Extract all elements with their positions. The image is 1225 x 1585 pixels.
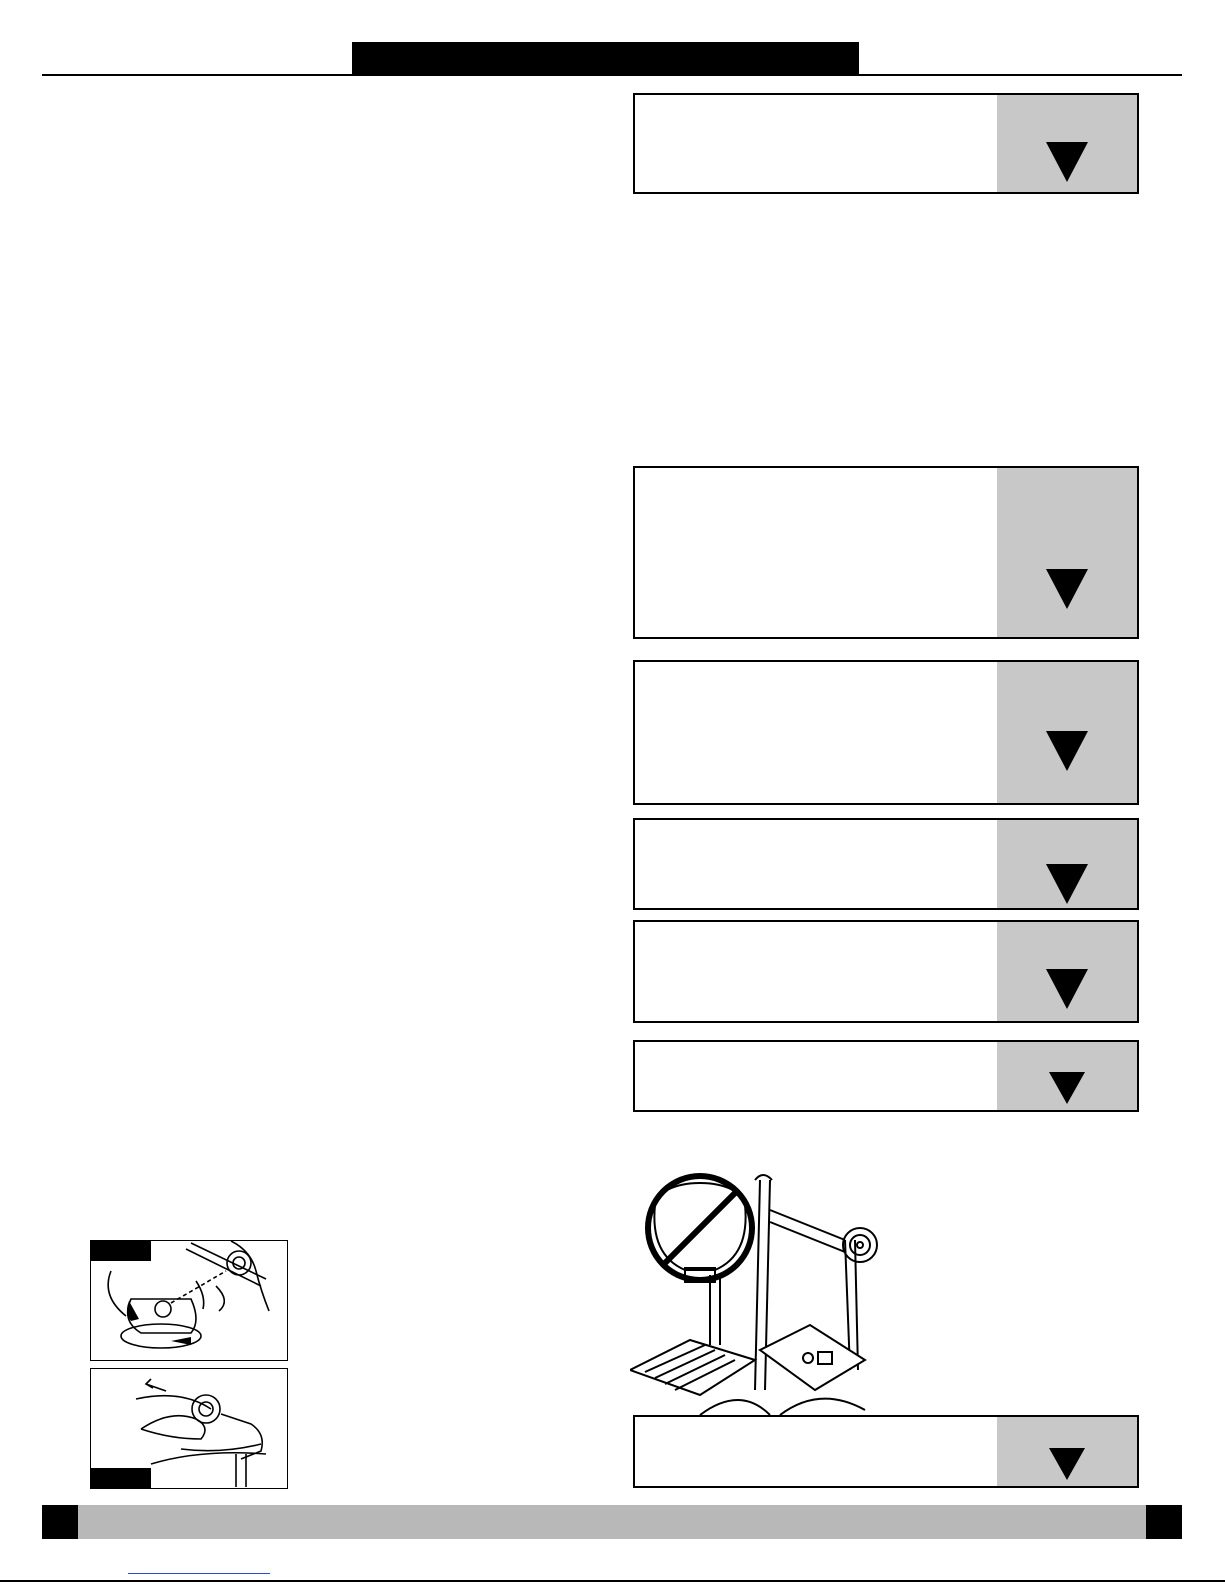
warning-text — [635, 1417, 997, 1486]
down-triangle-icon — [1046, 969, 1088, 1009]
sprayer-cart-illustration — [630, 1160, 920, 1415]
warning-box — [633, 660, 1139, 805]
warning-side-panel — [997, 662, 1137, 803]
warning-side-panel — [997, 95, 1137, 192]
warning-text — [635, 820, 997, 908]
footer-page-marker-right — [1146, 1505, 1182, 1539]
warning-side-panel — [997, 820, 1137, 908]
footer-bar — [42, 1505, 1182, 1539]
warning-box — [633, 93, 1139, 194]
down-triangle-icon — [1049, 1072, 1085, 1104]
warning-side-panel — [997, 1042, 1137, 1110]
header-rule — [42, 74, 1182, 76]
bottom-rule — [0, 1580, 1225, 1582]
down-triangle-icon — [1049, 1448, 1085, 1480]
warning-box — [633, 818, 1139, 910]
down-triangle-icon — [1046, 864, 1088, 904]
figure-label-tab — [91, 1241, 151, 1261]
down-triangle-icon — [1046, 731, 1088, 771]
header-title-bar — [352, 42, 859, 76]
figure-nozzle-pull — [90, 1368, 288, 1489]
warning-side-panel — [997, 922, 1137, 1021]
figure-nozzle-removal — [90, 1240, 288, 1361]
figure-label-tab — [91, 1468, 151, 1488]
down-triangle-icon — [1046, 142, 1088, 182]
warning-text — [635, 1042, 997, 1110]
footer-link-underline[interactable] — [128, 1573, 270, 1574]
warning-box — [633, 1415, 1139, 1488]
footer-page-marker-left — [42, 1505, 78, 1539]
warning-side-panel — [997, 1417, 1137, 1486]
warning-text — [635, 662, 997, 803]
warning-box — [633, 1040, 1139, 1112]
warning-text — [635, 95, 997, 192]
warning-text — [635, 468, 997, 637]
warning-box — [633, 466, 1139, 639]
warning-box — [633, 920, 1139, 1023]
down-triangle-icon — [1046, 569, 1088, 609]
warning-text — [635, 922, 997, 1021]
warning-side-panel — [997, 468, 1137, 637]
